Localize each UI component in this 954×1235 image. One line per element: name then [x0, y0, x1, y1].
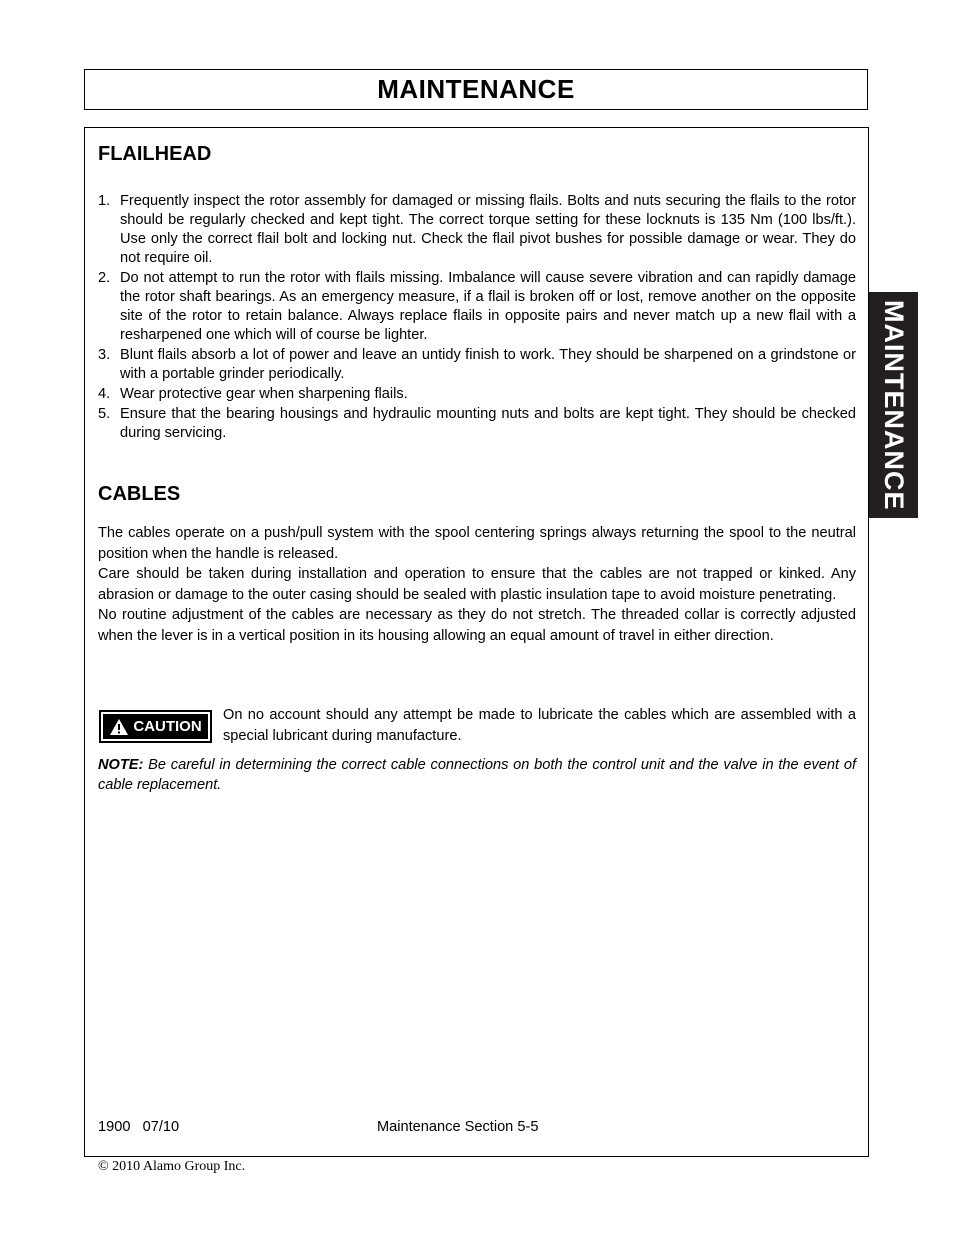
list-item: 4. Wear protective gear when sharpening flails. — [98, 386, 408, 402]
note — [98, 755, 856, 795]
caution-badge — [99, 710, 212, 743]
paragraph: The cables operate on a push/pull system with the spool centering springs always returning the spool to the neutral position when the handle is released. — [98, 525, 856, 562]
flailhead-list — [98, 192, 856, 444]
footer-doc-number: 1900 07/10 — [98, 1119, 180, 1135]
footer-section: Maintenance Section 5-5 — [377, 1119, 539, 1135]
list-item: 3. Blunt flails absorb a lot of power and leave an untidy finish to work. They should be sharpened on a grindstone or with a portable grinder periodically. — [98, 347, 856, 382]
cables-body — [98, 523, 856, 646]
paragraph: No routine adjustment of the cables are necessary as they do not stretch. The threaded collar is correctly adjusted when the lever is in a vertical position in its housing allowing an equal amount of travel in either direction. — [98, 607, 856, 644]
page-header — [84, 69, 868, 110]
flailhead-heading: FLAILHEAD — [98, 143, 212, 165]
list-item: 5. Ensure that the bearing housings and hydraulic mounting nuts and bolts are kept tight. They should be checked during servicing. — [98, 406, 856, 441]
list-item: 1. Frequently inspect the rotor assembly for damaged or missing flails. Bolts and nuts securing the flails to the rotor should be regularly checked and kept tight. The correct torque setting for these locknuts is 135 Nm (100 lbs/ft.). Use only the correct flail bolt and locking nut. Check the flail pivot bushes for possible damage or wear. They do not require oil. — [98, 193, 856, 266]
warning-triangle-icon — [109, 718, 129, 736]
caution-text: On no account should any attempt be made to lubricate the cables which are assembled with a special lubricant during manufacture. — [223, 707, 856, 744]
list-item: 2. Do not attempt to run the rotor with flails missing. Imbalance will cause severe vibration and can rapidly damage the rotor shaft bearings. As an emergency measure, if a flail is broken off or lost, remove another on the opposite site of the rotor to retain balance. Always replace flails in opposite pairs and never match up a new flail with a resharpened one which will of course be lighter. — [98, 270, 856, 343]
note-label: NOTE: — [98, 757, 144, 773]
cables-heading: CABLES — [98, 483, 181, 505]
section-side-tab — [869, 292, 918, 518]
page-title: MAINTENANCE — [377, 74, 575, 104]
caution-label: CAUTION — [133, 718, 202, 735]
copyright: © 2010 Alamo Group Inc. — [98, 1159, 246, 1174]
side-tab-label: MAINTENANCE — [879, 299, 909, 511]
note-text: Be careful in determining the correct cable connections on both the control unit and the valve in the event of cable replacement. — [98, 757, 856, 793]
paragraph: Care should be taken during installation and operation to ensure that the cables are not trapped or kinked. Any abrasion or damage to the outer casing should be sealed with plastic insulation tape to avoid moisture penetrating. — [98, 566, 856, 603]
